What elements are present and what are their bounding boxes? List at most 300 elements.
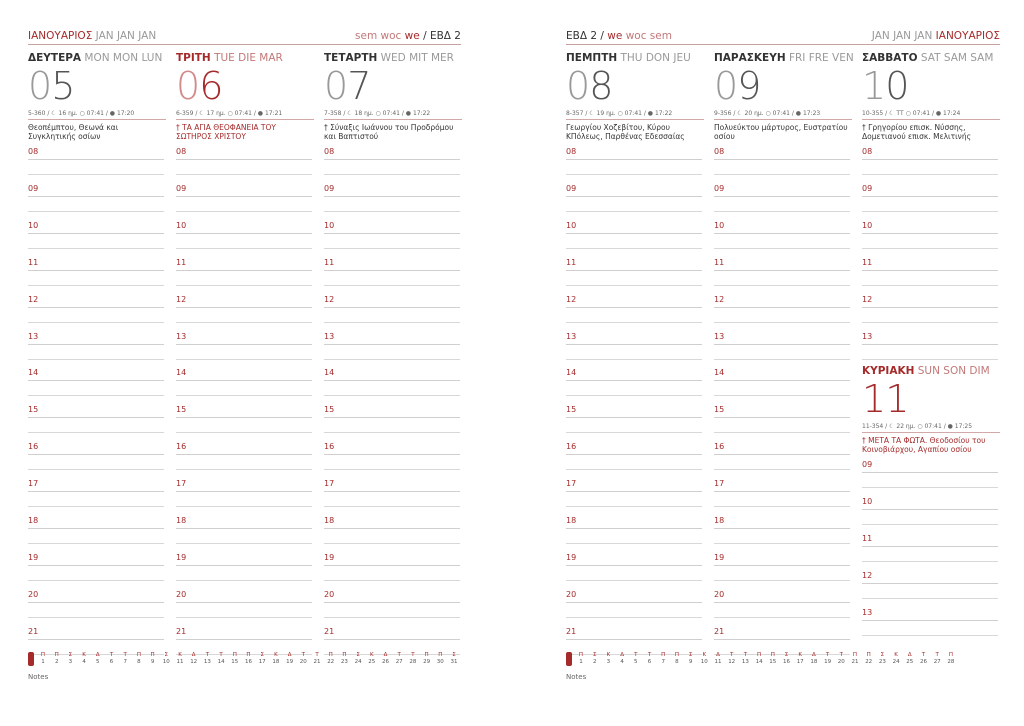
half-hour-line [324, 506, 460, 507]
hour-slot [176, 295, 312, 331]
saint-name: † ΜΕΤΑ ΤΑ ΦΩΤΑ. Θεοδοσίου του Κοινοβιάρχου, Αγαπίου οσίου [862, 436, 986, 454]
hour-label: 12 [176, 294, 187, 304]
hour-label: 08 [324, 147, 335, 156]
half-hour-line [176, 617, 312, 618]
hour-line [176, 270, 312, 271]
day-info: 10-355 / ☾ ΤΤ ○ 07:41 / ● 17:24 [862, 110, 961, 117]
hour-label: 12 [714, 294, 725, 304]
half-hour-line [324, 395, 460, 396]
mini-day [670, 652, 684, 666]
hour-slot [862, 332, 998, 368]
hour-line [176, 454, 312, 455]
day-number [28, 66, 166, 108]
hour-slot [566, 442, 702, 478]
half-hour-line [28, 617, 164, 618]
hour-slot [714, 295, 850, 331]
notes-label: Notes [28, 673, 49, 681]
mini-day-letter: Κ [274, 652, 278, 658]
mini-day [684, 652, 698, 666]
day-number [862, 66, 1000, 108]
hour-label: 18 [176, 516, 187, 525]
mini-day-letter: Τ [397, 652, 401, 658]
half-hour-line [176, 580, 312, 581]
mini-day [433, 652, 447, 666]
hour-label: 18 [28, 516, 39, 525]
half-hour-line [714, 248, 850, 249]
day-name-en: SUN SON DIM [917, 365, 990, 377]
mini-day-letter: Τ [301, 652, 305, 658]
mini-day [392, 652, 406, 666]
day-column-saturday [862, 52, 1000, 341]
notes-label: Notes [566, 673, 587, 681]
day-column-thursday [566, 52, 704, 636]
hour-line [324, 491, 460, 492]
hour-slot [714, 221, 850, 257]
hour-slot [28, 516, 164, 552]
mini-day [629, 652, 643, 666]
mini-day [917, 652, 931, 666]
day-name [566, 52, 704, 64]
day-name [176, 52, 314, 64]
mini-day-number: 28 [947, 659, 955, 665]
mini-day-number: 28 [409, 659, 417, 665]
hour-label: 12 [324, 294, 335, 304]
hour-label: 11 [714, 257, 725, 267]
mini-day-number: 14 [217, 659, 225, 665]
half-hour-line [28, 432, 164, 433]
mini-day [365, 652, 379, 666]
hour-slot [862, 534, 998, 570]
day-info-rule [566, 119, 704, 120]
hour-slot [566, 147, 702, 183]
mini-day [269, 652, 283, 666]
hour-line [324, 307, 460, 308]
mini-day-letter: Κ [894, 652, 898, 658]
hour-line [862, 233, 998, 234]
mini-day-number: 17 [796, 659, 804, 665]
mini-day-number: 5 [634, 659, 638, 665]
mini-day-number: 7 [661, 659, 665, 665]
hour-label: 15 [566, 405, 577, 415]
hour-label: 08 [714, 147, 725, 156]
half-hour-line [862, 211, 998, 212]
mini-day [697, 652, 711, 666]
hour-slot [714, 590, 850, 626]
mini-day-number: 18 [810, 659, 818, 665]
mini-day-number: 3 [606, 659, 611, 665]
mini-day-letter: Δ [383, 652, 388, 658]
half-hour-line [862, 487, 998, 488]
week-we: we [404, 30, 420, 42]
day-name-gr: ΤΡΙΤΗ [176, 52, 211, 64]
hour-line [566, 196, 702, 197]
hour-line [28, 417, 164, 418]
day-number-digit-2: 8 [589, 64, 613, 108]
hour-line [28, 196, 164, 197]
hour-line [862, 509, 998, 510]
hour-line [28, 344, 164, 345]
mini-day [77, 652, 91, 666]
hour-slot [714, 405, 850, 441]
mini-day [903, 652, 917, 666]
mini-day-number: 18 [272, 659, 280, 665]
mini-day-letter: Δ [95, 652, 100, 658]
half-hour-line [176, 211, 312, 212]
half-hour-line [324, 211, 460, 212]
week-sep: / [423, 30, 427, 42]
hour-label: 19 [714, 552, 725, 562]
half-hour-line [566, 322, 702, 323]
hour-line [862, 159, 998, 160]
hour-slot [566, 332, 702, 368]
hour-slot [566, 516, 702, 552]
hour-line [28, 454, 164, 455]
hour-slot [28, 147, 164, 183]
mini-day-letter: Τ [825, 652, 830, 658]
hour-slot [862, 221, 998, 257]
hour-line [28, 380, 164, 381]
mini-day [187, 652, 201, 666]
mini-day-letter: Σ [68, 652, 73, 658]
hour-line [714, 491, 850, 492]
mini-day [283, 652, 297, 666]
month-badge [566, 652, 572, 666]
hour-slot [862, 147, 998, 183]
mini-day-number: 31 [450, 659, 458, 665]
day-number [176, 66, 314, 108]
hour-line [176, 491, 312, 492]
mini-day-letter: Π [328, 652, 333, 658]
hour-slot [566, 553, 702, 589]
hour-label: 09 [324, 183, 335, 193]
day-info-rule [176, 119, 314, 120]
day-name-en: SAT SAM SAM [920, 52, 994, 64]
hour-line [862, 196, 998, 197]
mini-day-letter: Κ [178, 652, 182, 658]
mini-day-number: 10 [162, 659, 170, 665]
hour-slot [176, 516, 312, 552]
mini-day-number: 1 [579, 659, 583, 665]
hour-slot [566, 221, 702, 257]
mini-day-letter: Π [54, 652, 59, 658]
saint-name: Θεοπέμπτου, Θεωνά και Συγκλητικής οσίων [28, 123, 119, 141]
day-info-rule [714, 119, 852, 120]
hour-line [566, 344, 702, 345]
month-name-en: JAN JAN JAN [95, 30, 157, 42]
hour-line [324, 344, 460, 345]
mini-day-letter: Σ [880, 652, 885, 658]
half-hour-line [862, 635, 998, 636]
mini-day [834, 652, 848, 666]
mini-day-number: 7 [123, 659, 127, 665]
hour-label: 10 [566, 220, 577, 230]
mini-day [118, 652, 132, 666]
half-hour-line [176, 506, 312, 507]
mini-day [351, 652, 365, 666]
hour-label: 17 [324, 479, 335, 489]
hour-slot [566, 479, 702, 515]
day-info: 7-358 / ☾ 18 ημ. ○ 07:41 / ● 17:22 [324, 110, 431, 117]
hour-slot [324, 147, 460, 183]
hour-line [28, 602, 164, 603]
mini-day [50, 652, 64, 666]
hour-label: 20 [176, 589, 187, 599]
hour-label: 13 [176, 331, 187, 341]
mini-day-letter: Π [150, 652, 155, 658]
day-name-gr: ΣΑΒΒΑΤΟ [862, 52, 918, 64]
mini-day [601, 652, 615, 666]
day-name-gr: ΔΕΥΤΕΡΑ [28, 52, 82, 64]
hour-label: 18 [714, 516, 725, 525]
half-hour-line [28, 543, 164, 544]
mini-day-number: 4 [620, 659, 624, 665]
mini-day-letter: Δ [620, 652, 624, 658]
mini-day-number: 6 [109, 659, 114, 665]
hour-line [176, 417, 312, 418]
half-hour-line [714, 506, 850, 507]
day-column-friday [714, 52, 854, 636]
mini-day-number: 14 [755, 659, 763, 665]
half-hour-line [324, 580, 460, 581]
day-number-digit-1: 0 [714, 64, 738, 108]
mini-day-letter: Σ [784, 652, 789, 658]
hour-label: 15 [176, 405, 187, 415]
hour-label: 17 [714, 479, 725, 489]
hour-line [176, 565, 312, 566]
hour-line [566, 159, 702, 160]
day-number-digit-1: 0 [28, 64, 52, 108]
hour-label: 16 [28, 442, 39, 452]
hour-label: 21 [324, 626, 335, 636]
hour-slot [324, 590, 460, 626]
hour-slot [566, 184, 702, 220]
hour-label: 16 [324, 442, 335, 452]
mini-day-letter: Π [424, 652, 429, 658]
hour-slot [176, 184, 312, 220]
hour-label: 12 [566, 294, 577, 304]
mini-day [255, 652, 269, 666]
half-hour-line [324, 248, 460, 249]
mini-day-number: 13 [741, 659, 749, 665]
mini-day-number: 11 [714, 659, 722, 665]
mini-day [63, 652, 77, 666]
day-name-en: MON MON LUN [84, 52, 163, 64]
half-hour-line [862, 322, 998, 323]
hour-label: 14 [324, 368, 335, 378]
mini-day-number: 8 [137, 659, 141, 665]
mini-day-letter: Π [246, 652, 251, 658]
hour-label: 20 [324, 589, 335, 599]
hour-label: 13 [566, 331, 577, 341]
mini-day-letter: Δ [907, 652, 912, 658]
right-page [512, 0, 1024, 726]
mini-day-number: 25 [906, 659, 914, 665]
hour-slot [28, 221, 164, 257]
half-hour-line [324, 285, 460, 286]
half-hour-line [28, 359, 164, 360]
hour-line [324, 159, 460, 160]
month-name-gr: ΙΑΝΟΥΑΡΙΟΣ [28, 30, 93, 42]
half-hour-line [566, 211, 702, 212]
hour-line [176, 528, 312, 529]
hour-label: 10 [714, 220, 725, 230]
hour-slot [28, 553, 164, 589]
mini-day-number: 1 [41, 659, 45, 665]
mini-day-letter: Π [40, 652, 46, 658]
week-we: we [607, 30, 623, 42]
mini-day [36, 652, 50, 666]
hour-slot [566, 258, 702, 294]
half-hour-line [566, 469, 702, 470]
day-info: 6-359 / ☾ 17 ημ. ○ 07:41 / ● 17:21 [176, 110, 283, 117]
hour-label: 14 [28, 368, 39, 378]
mini-day-letter: Π [136, 652, 141, 658]
hour-slot [324, 221, 460, 257]
half-hour-line [862, 285, 998, 286]
day-number-digit-2: 9 [737, 64, 761, 108]
mini-day-letter: Τ [315, 652, 319, 658]
mini-calendar [566, 652, 966, 672]
half-hour-line [566, 359, 702, 360]
hour-line [176, 307, 312, 308]
day-number-digit-2: 5 [51, 64, 75, 108]
mini-day-number: 11 [176, 659, 184, 665]
day-number [862, 379, 1000, 421]
mini-day [132, 652, 146, 666]
month-badge [28, 652, 34, 666]
mini-day-letter: Κ [369, 652, 374, 658]
mini-day-letter: Σ [260, 652, 264, 658]
mini-day-number: 22 [865, 659, 873, 665]
mini-day-letter: Π [757, 652, 762, 658]
hour-label: 16 [714, 442, 725, 452]
mini-day-letter: Π [866, 652, 871, 658]
hour-label: 10 [862, 220, 873, 230]
hour-label: 21 [714, 626, 725, 636]
half-hour-line [862, 174, 998, 175]
half-hour-line [28, 248, 164, 249]
mini-day-number: 15 [769, 659, 777, 665]
hour-slot [862, 460, 998, 496]
day-info: 11-354 / ☾ 22 ημ. ○ 07:41 / ● 17:25 [862, 423, 973, 430]
day-column-wednesday [324, 52, 462, 636]
half-hour-line [324, 322, 460, 323]
mini-day-number: 3 [68, 659, 73, 665]
mini-day-letter: Τ [109, 652, 114, 658]
mini-day [889, 652, 903, 666]
mini-day-letter: Κ [798, 652, 802, 658]
hour-label: 17 [176, 479, 187, 489]
mini-day-number: 10 [700, 659, 708, 665]
half-hour-line [324, 359, 460, 360]
mini-day-letter: Π [852, 652, 858, 658]
mini-day-letter: Σ [452, 652, 456, 658]
day-number-digit-1: 0 [324, 64, 348, 108]
mini-day-number: 21 [313, 659, 321, 665]
hour-slot [714, 258, 850, 294]
mini-day-number: 20 [837, 659, 845, 665]
mini-day-letter: Π [770, 652, 775, 658]
hour-label: 17 [28, 479, 39, 489]
hour-slot [176, 332, 312, 368]
hour-label: 12 [862, 294, 873, 304]
hour-line [28, 307, 164, 308]
hour-line [324, 565, 460, 566]
hour-slot [714, 368, 850, 404]
hour-line [714, 270, 850, 271]
half-hour-line [324, 617, 460, 618]
mini-day-number: 19 [286, 659, 294, 665]
mini-day-letter: Τ [647, 652, 652, 658]
week-number: ΕΒΔ 2 [566, 30, 598, 42]
hour-line [862, 546, 998, 547]
mini-day-number: 12 [190, 659, 198, 665]
mini-day [447, 652, 461, 666]
hour-label: 19 [324, 552, 335, 562]
half-hour-line [176, 469, 312, 470]
mini-day-number: 22 [327, 659, 335, 665]
mini-day-letter: Τ [411, 652, 415, 658]
day-number-digit-2: 7 [347, 64, 371, 108]
hour-label: 13 [324, 331, 335, 341]
hour-line [324, 380, 460, 381]
mini-day-letter: Τ [219, 652, 223, 658]
hour-line [324, 233, 460, 234]
hour-slot [28, 258, 164, 294]
month-name-en: JAN JAN JAN [871, 30, 933, 42]
day-number-digit-1: 1 [862, 377, 886, 421]
hour-line [324, 454, 460, 455]
mini-day-number: 2 [54, 659, 59, 665]
mini-day [766, 652, 780, 666]
mini-day [862, 652, 876, 666]
half-hour-line [566, 543, 702, 544]
day-number-digit-2: 6 [199, 64, 223, 108]
day-number-digit-1: 0 [566, 64, 590, 108]
hour-slot [324, 516, 460, 552]
day-info-rule [862, 119, 1000, 120]
half-hour-line [28, 322, 164, 323]
saint-name: Γεωργίου Χοζεβίτου, Κύρου ΚΠόλεως, Παρθένας Εδεσσαίας [566, 123, 685, 141]
hour-label: 14 [566, 368, 577, 378]
day-name-en: TUE DIE MAR [214, 52, 283, 64]
hour-slot [862, 497, 998, 533]
mini-calendar [28, 652, 468, 672]
hour-slot [714, 147, 850, 183]
hour-line [566, 417, 702, 418]
mini-day-letter: Π [342, 652, 347, 658]
half-hour-line [566, 580, 702, 581]
hour-label: 18 [324, 516, 335, 525]
mini-day-number: 26 [382, 659, 389, 665]
month-header [28, 30, 156, 42]
mini-day [159, 652, 173, 666]
mini-day-number: 13 [203, 659, 211, 665]
hour-line [566, 639, 702, 640]
day-info: 8-357 / ☾ 19 ημ. ○ 07:41 / ● 17:22 [566, 110, 673, 117]
half-hour-line [714, 174, 850, 175]
half-hour-line [714, 395, 850, 396]
half-hour-line [28, 580, 164, 581]
mini-day-number: 24 [354, 659, 362, 665]
day-number [566, 66, 704, 108]
hour-slot [862, 184, 998, 220]
hour-line [714, 454, 850, 455]
mini-day-number: 9 [688, 659, 693, 665]
hour-line [714, 417, 850, 418]
hour-slot [28, 479, 164, 515]
hour-line [324, 639, 460, 640]
